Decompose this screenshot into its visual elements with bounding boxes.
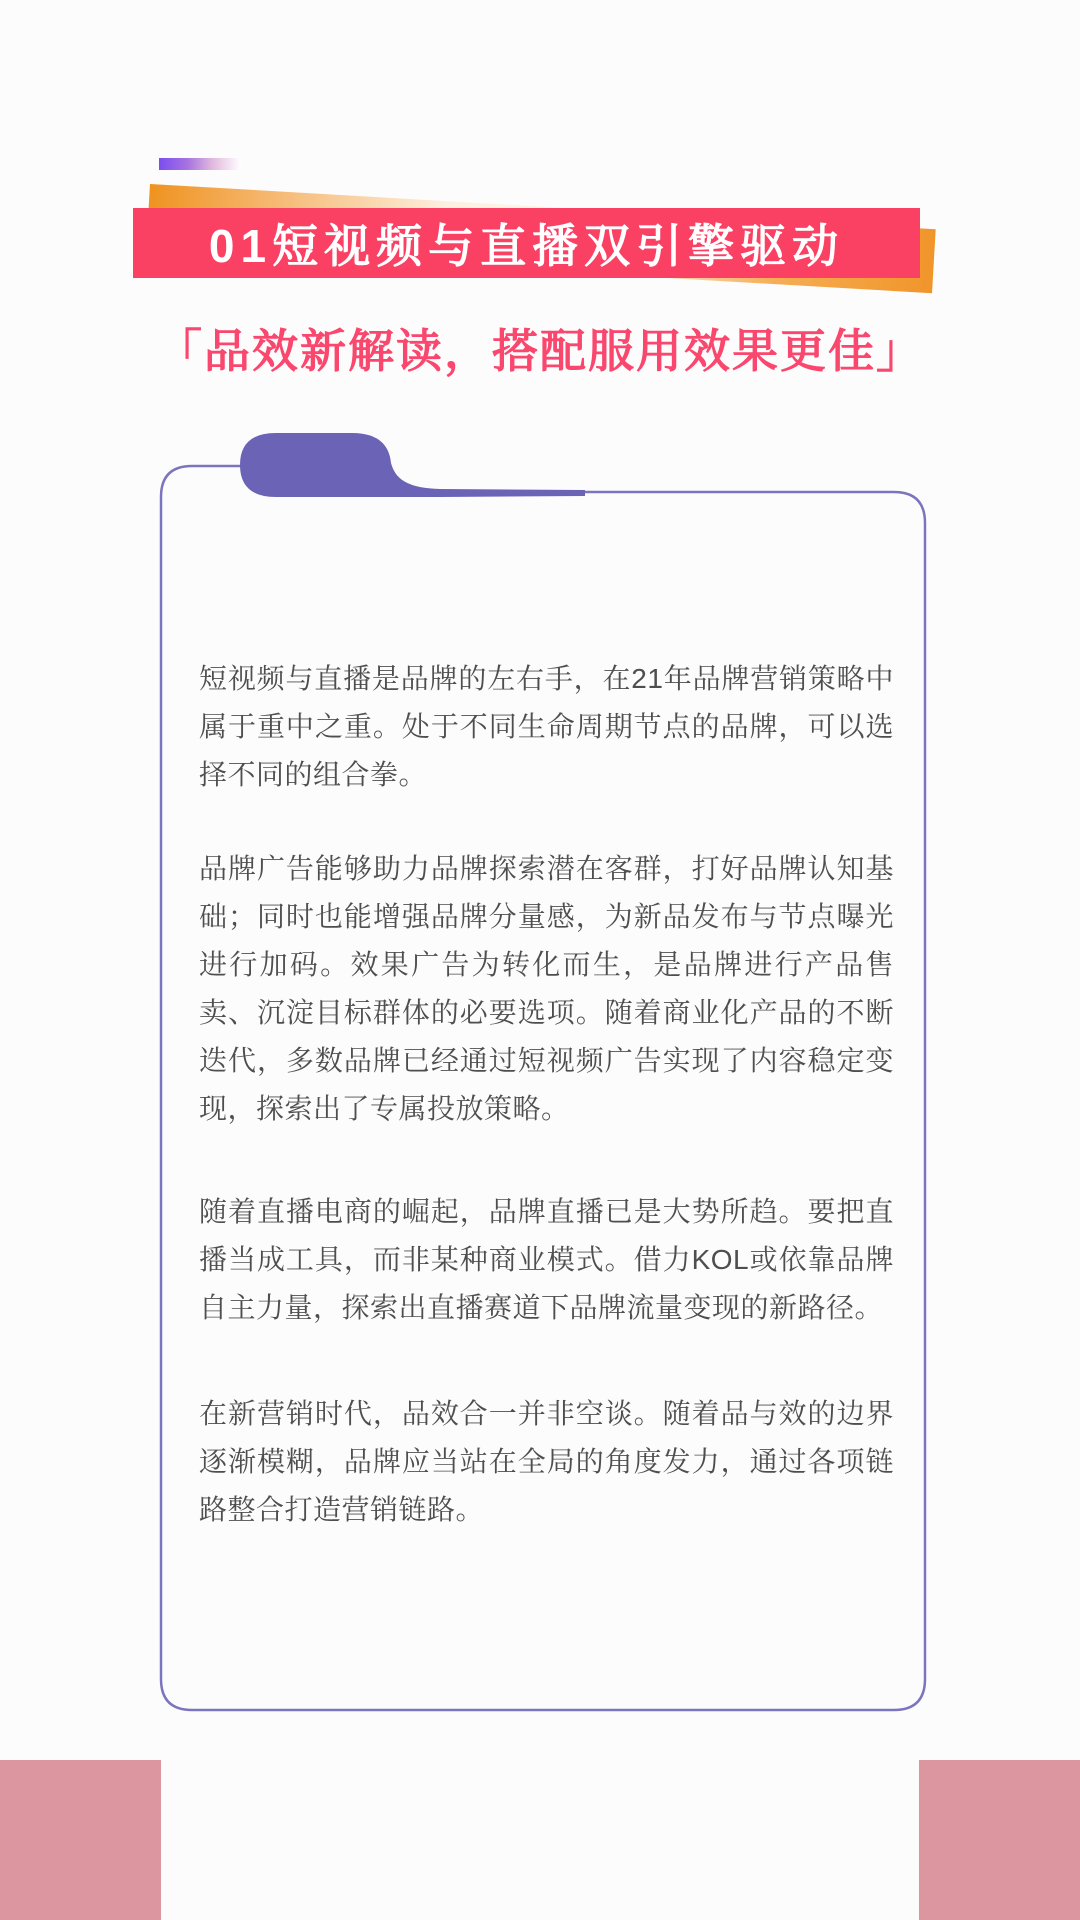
card-body	[199, 655, 894, 1534]
card-tab	[240, 433, 585, 497]
body-paragraph: 随着直播电商的崛起，品牌直播已是大势所趋。要把直播当成工具，而非某种商业模式。借力KOL或依靠品牌自主力量，探索出直播赛道下品牌流量变现的新路径。	[199, 1196, 894, 1323]
footer-left-block	[0, 1760, 161, 1920]
body-paragraph: 短视频与直播是品牌的左右手，在21年品牌营销策略中属于重中之重。处于不同生命周期节点的品牌，可以选择不同的组合拳。	[199, 663, 894, 790]
section-subtitle: 「品效新解读，搭配服用效果更佳」	[156, 325, 924, 377]
body-paragraph: 在新营销时代，品效合一并非空谈。随着品与效的边界逐渐模糊，品牌应当站在全局的角度发力，通过各项链路整合打造营销链路。	[199, 1398, 894, 1525]
gradient-accent-bar	[159, 158, 241, 170]
body-paragraph: 品牌广告能够助力品牌探索潜在客群，打好品牌认知基础；同时也能增强品牌分量感，为新品发布与节点曝光进行加码。效果广告为转化而生，是品牌进行产品售卖、沉淀目标群体的必要选项。随着商业化产品的不断迭代，多数品牌已经通过短视频广告实现了内容稳定变现，探索出了专属投放策略。	[199, 853, 894, 1124]
footer-right-block	[919, 1760, 1080, 1920]
section-title: 01短视频与直播双引擎驱动	[208, 220, 845, 272]
section-banner	[133, 208, 920, 278]
